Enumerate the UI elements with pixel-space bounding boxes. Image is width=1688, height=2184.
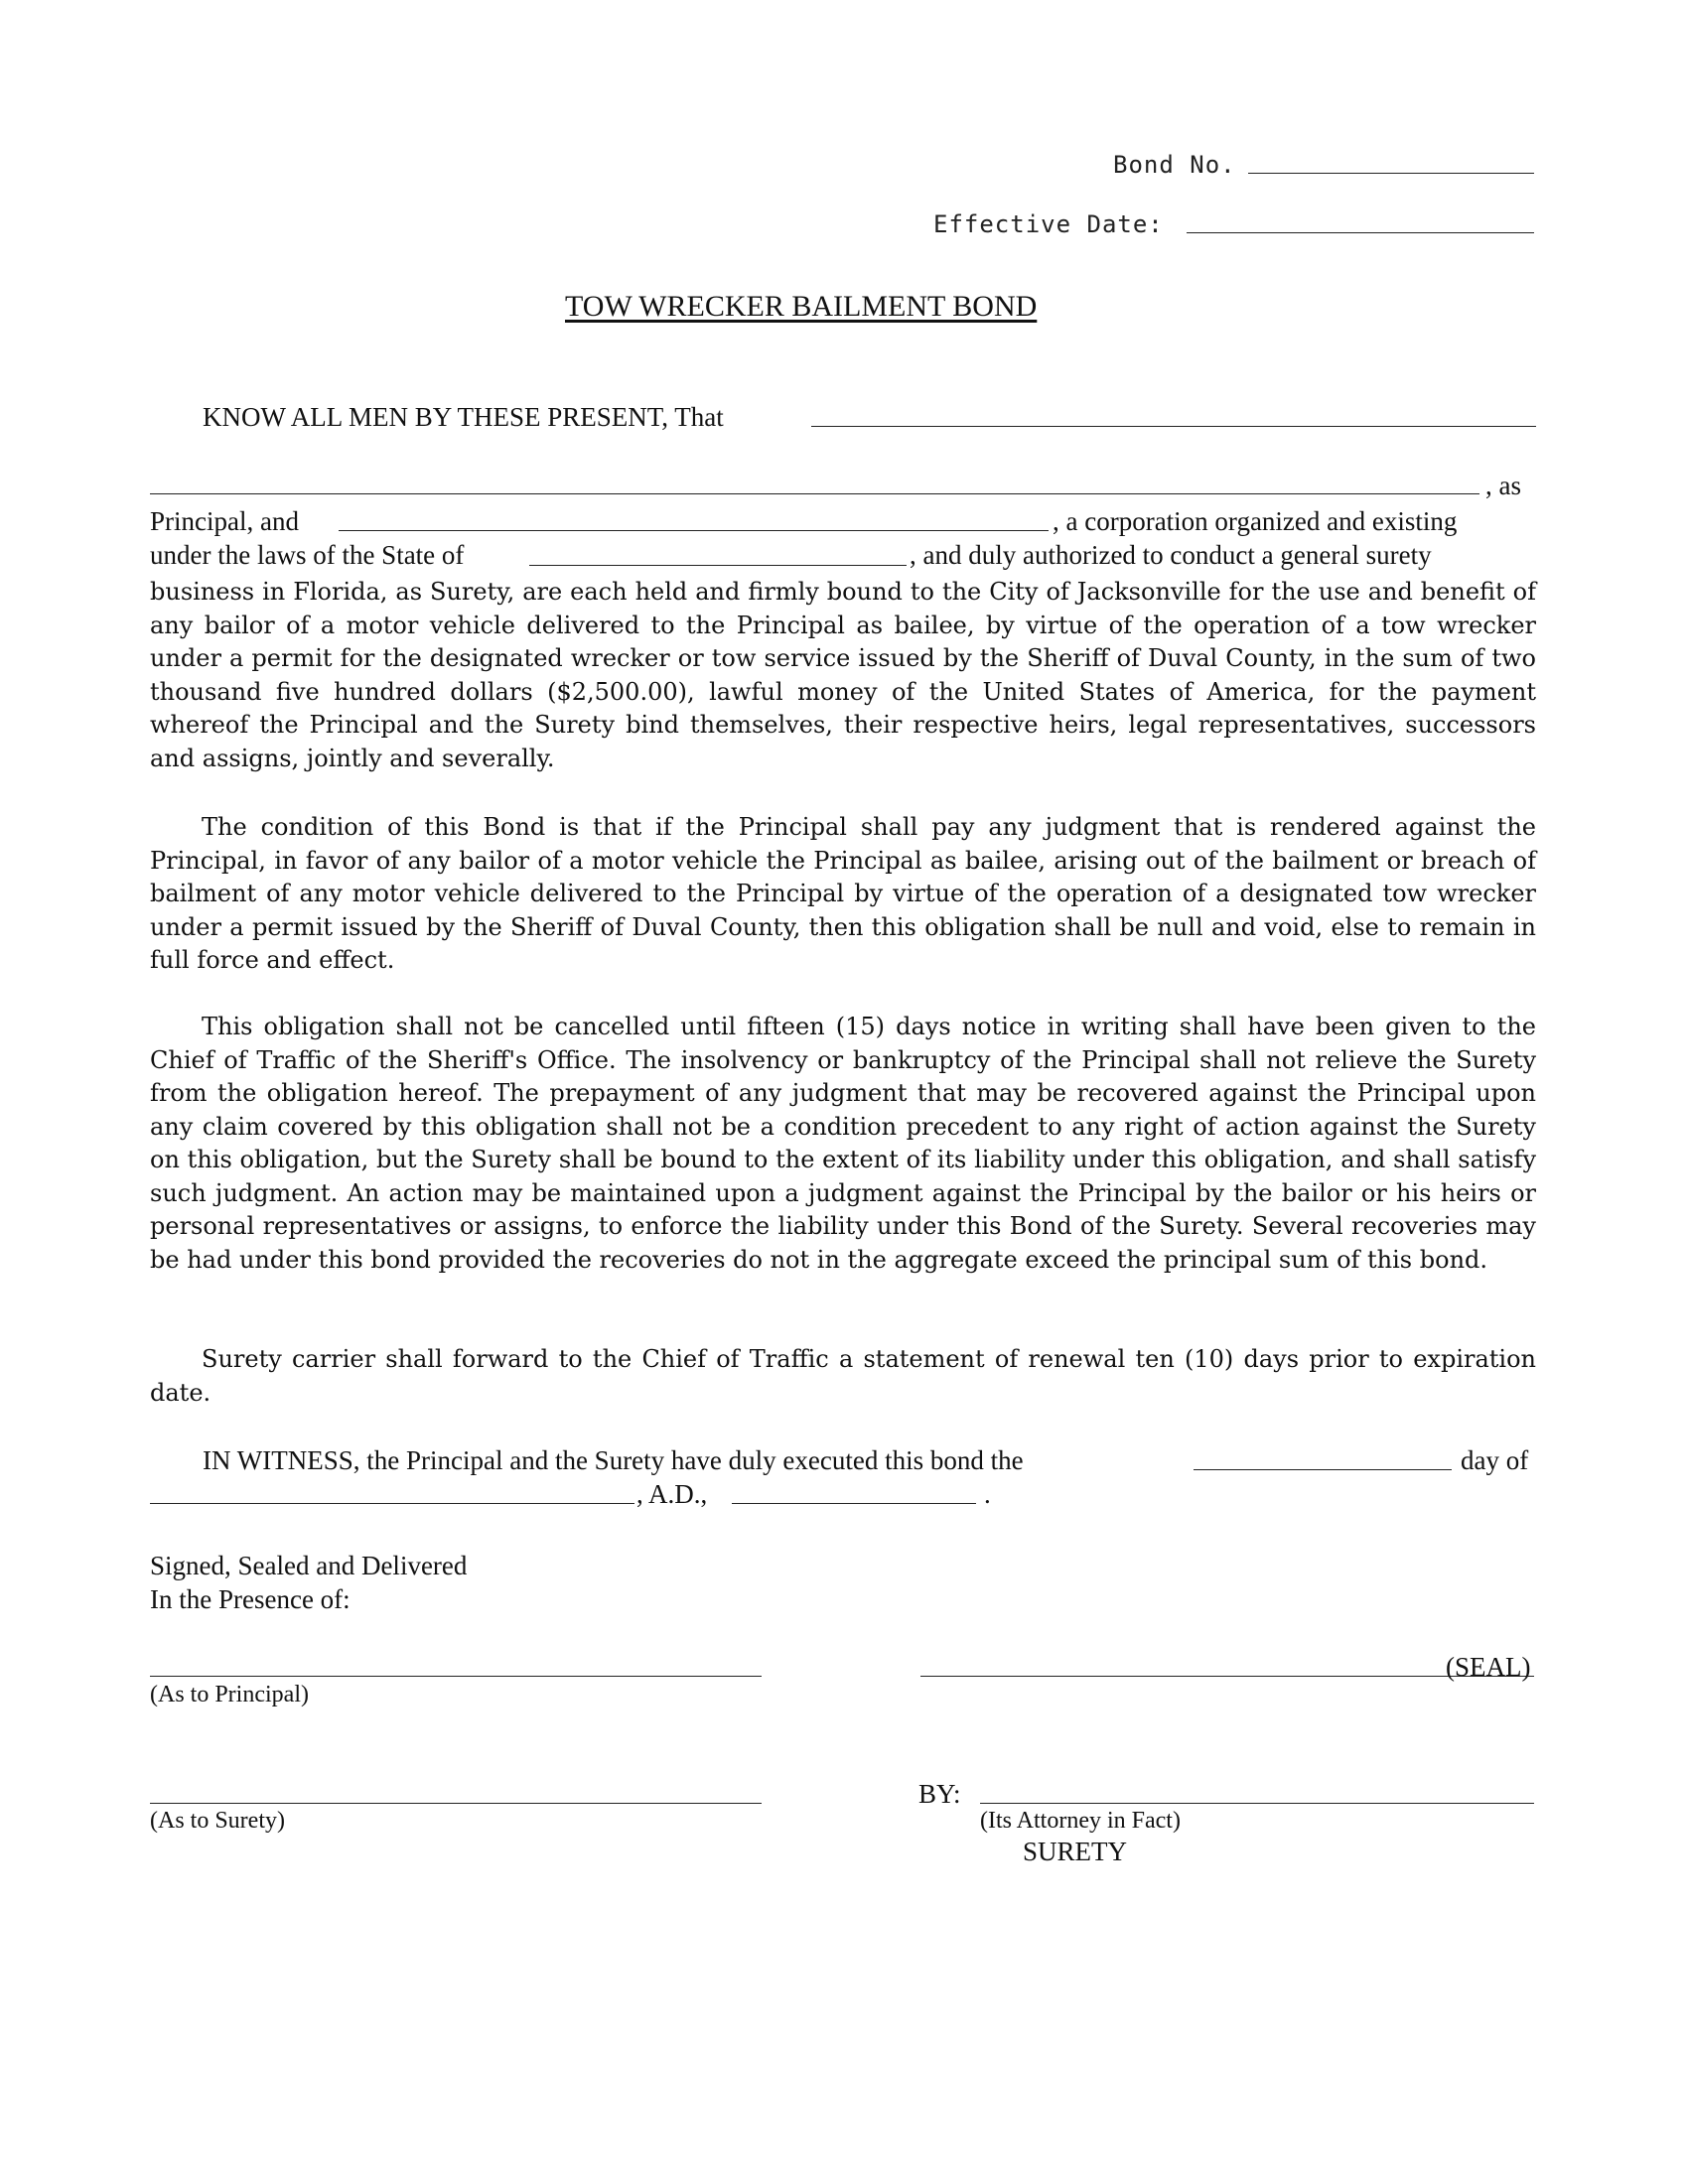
witness-text: IN WITNESS, the Principal and the Surety have duly executed this bond the [203, 1445, 1024, 1475]
day-of-text: day of [1461, 1445, 1529, 1475]
seal-label: (SEAL) [1446, 1652, 1531, 1682]
surety-witness-signature-line[interactable] [150, 1803, 762, 1804]
attorney-in-fact-label: (Its Attorney in Fact) [980, 1808, 1181, 1834]
principal-signature-line[interactable] [920, 1676, 1534, 1677]
corporation-text: , a corporation organized and existing [1053, 506, 1458, 536]
duly-authorized-text: , and duly authorized to conduct a general surety [910, 540, 1432, 570]
condition-paragraph: The condition of this Bond is that if the Principal shall pay any judgment that is rendered against the Principal, in favor of any bailor of a motor vehicle the Principal as bailee, arising out of the bailment or breach of bailment of any motor vehicle delivered to the Principal by virtue of the operation of a designated tow wrecker under a permit issued by the Sheriff of Duval County, then this obligation shall be null and void, else to remain in full force and effect. [150, 813, 1536, 974]
as-text: , as [1485, 471, 1521, 500]
bond-no-label: Bond No. [1113, 151, 1236, 179]
principal-and-text: Principal, and [150, 506, 299, 536]
signed-sealed-text: Signed, Sealed and Delivered [150, 1551, 468, 1580]
witness-year-field[interactable] [732, 1503, 976, 1504]
effective-date-label: Effective Date: [933, 210, 1164, 238]
as-to-surety-label: (As to Surety) [150, 1808, 285, 1834]
surety-carrier-paragraph: Surety carrier shall forward to the Chief of Traffic a statement of renewal ten (10) days prior to expiration date. [150, 1345, 1536, 1407]
principal-witness-signature-line[interactable] [150, 1676, 762, 1677]
know-all-text: KNOW ALL MEN BY THESE PRESENT, That [203, 402, 724, 432]
as-to-principal-label: (As to Principal) [150, 1682, 309, 1707]
witness-day-field[interactable] [1194, 1469, 1452, 1470]
witness-period: . [984, 1479, 991, 1509]
state-field[interactable] [529, 565, 907, 566]
principal-name-field[interactable] [811, 426, 1536, 427]
under-laws-text: under the laws of the State of [150, 540, 465, 570]
in-presence-text: In the Presence of: [150, 1584, 351, 1614]
bond-no-field[interactable] [1248, 173, 1534, 174]
obligation-paragraph: This obligation shall not be cancelled until fifteen (15) days notice in writing shall have been given to the Chief of Traffic of the Sheriff's Office. The insolvency or bankruptcy of the Principal shall not relieve the Surety from the obligation hereof. The prepayment of any judgment that may be recovered against the Principal upon any claim covered by this obligation shall not be a condition precedent to any right of action against the Surety on this obligation, but the Surety shall be bound to the extent of its liability under this obligation, and shall satisfy such judgment. An action may be maintained upon a judgment against the Principal by the bailor or his heirs or personal representatives or assigns, to enforce the liability under this Bond of the Surety. Several recoveries may be had under this bond provided the recoveries do not in the aggregate exceed the principal sum of this bond. [150, 1013, 1536, 1274]
surety-label: SURETY [1023, 1837, 1128, 1866]
opening-body-paragraph: business in Florida, as Surety, are each held and firmly bound to the City of Jacksonville for the use and benefit of any bailor of a motor vehicle delivered to the Principal as bailee, by virtue of the operation of a tow wrecker under a permit for the designated wrecker or tow service issued by the Sheriff of Duval County, in the sum of two thousand five hundred dollars ($2,500.00), lawful money of the United States of America, for the payment whereof the Principal and the Surety bind themselves, their respective heirs, legal representatives, successors and assigns, jointly and severally. [150, 578, 1536, 772]
surety-name-field[interactable] [339, 530, 1049, 531]
attorney-signature-line[interactable] [980, 1803, 1534, 1804]
witness-month-field[interactable] [150, 1503, 634, 1504]
by-label: BY: [918, 1779, 961, 1809]
ad-text: , A.D., [636, 1479, 708, 1509]
document-title: TOW WRECKER BAILMENT BOND [565, 290, 1038, 323]
principal-name-field-line2[interactable] [150, 493, 1479, 494]
effective-date-field[interactable] [1187, 232, 1534, 233]
